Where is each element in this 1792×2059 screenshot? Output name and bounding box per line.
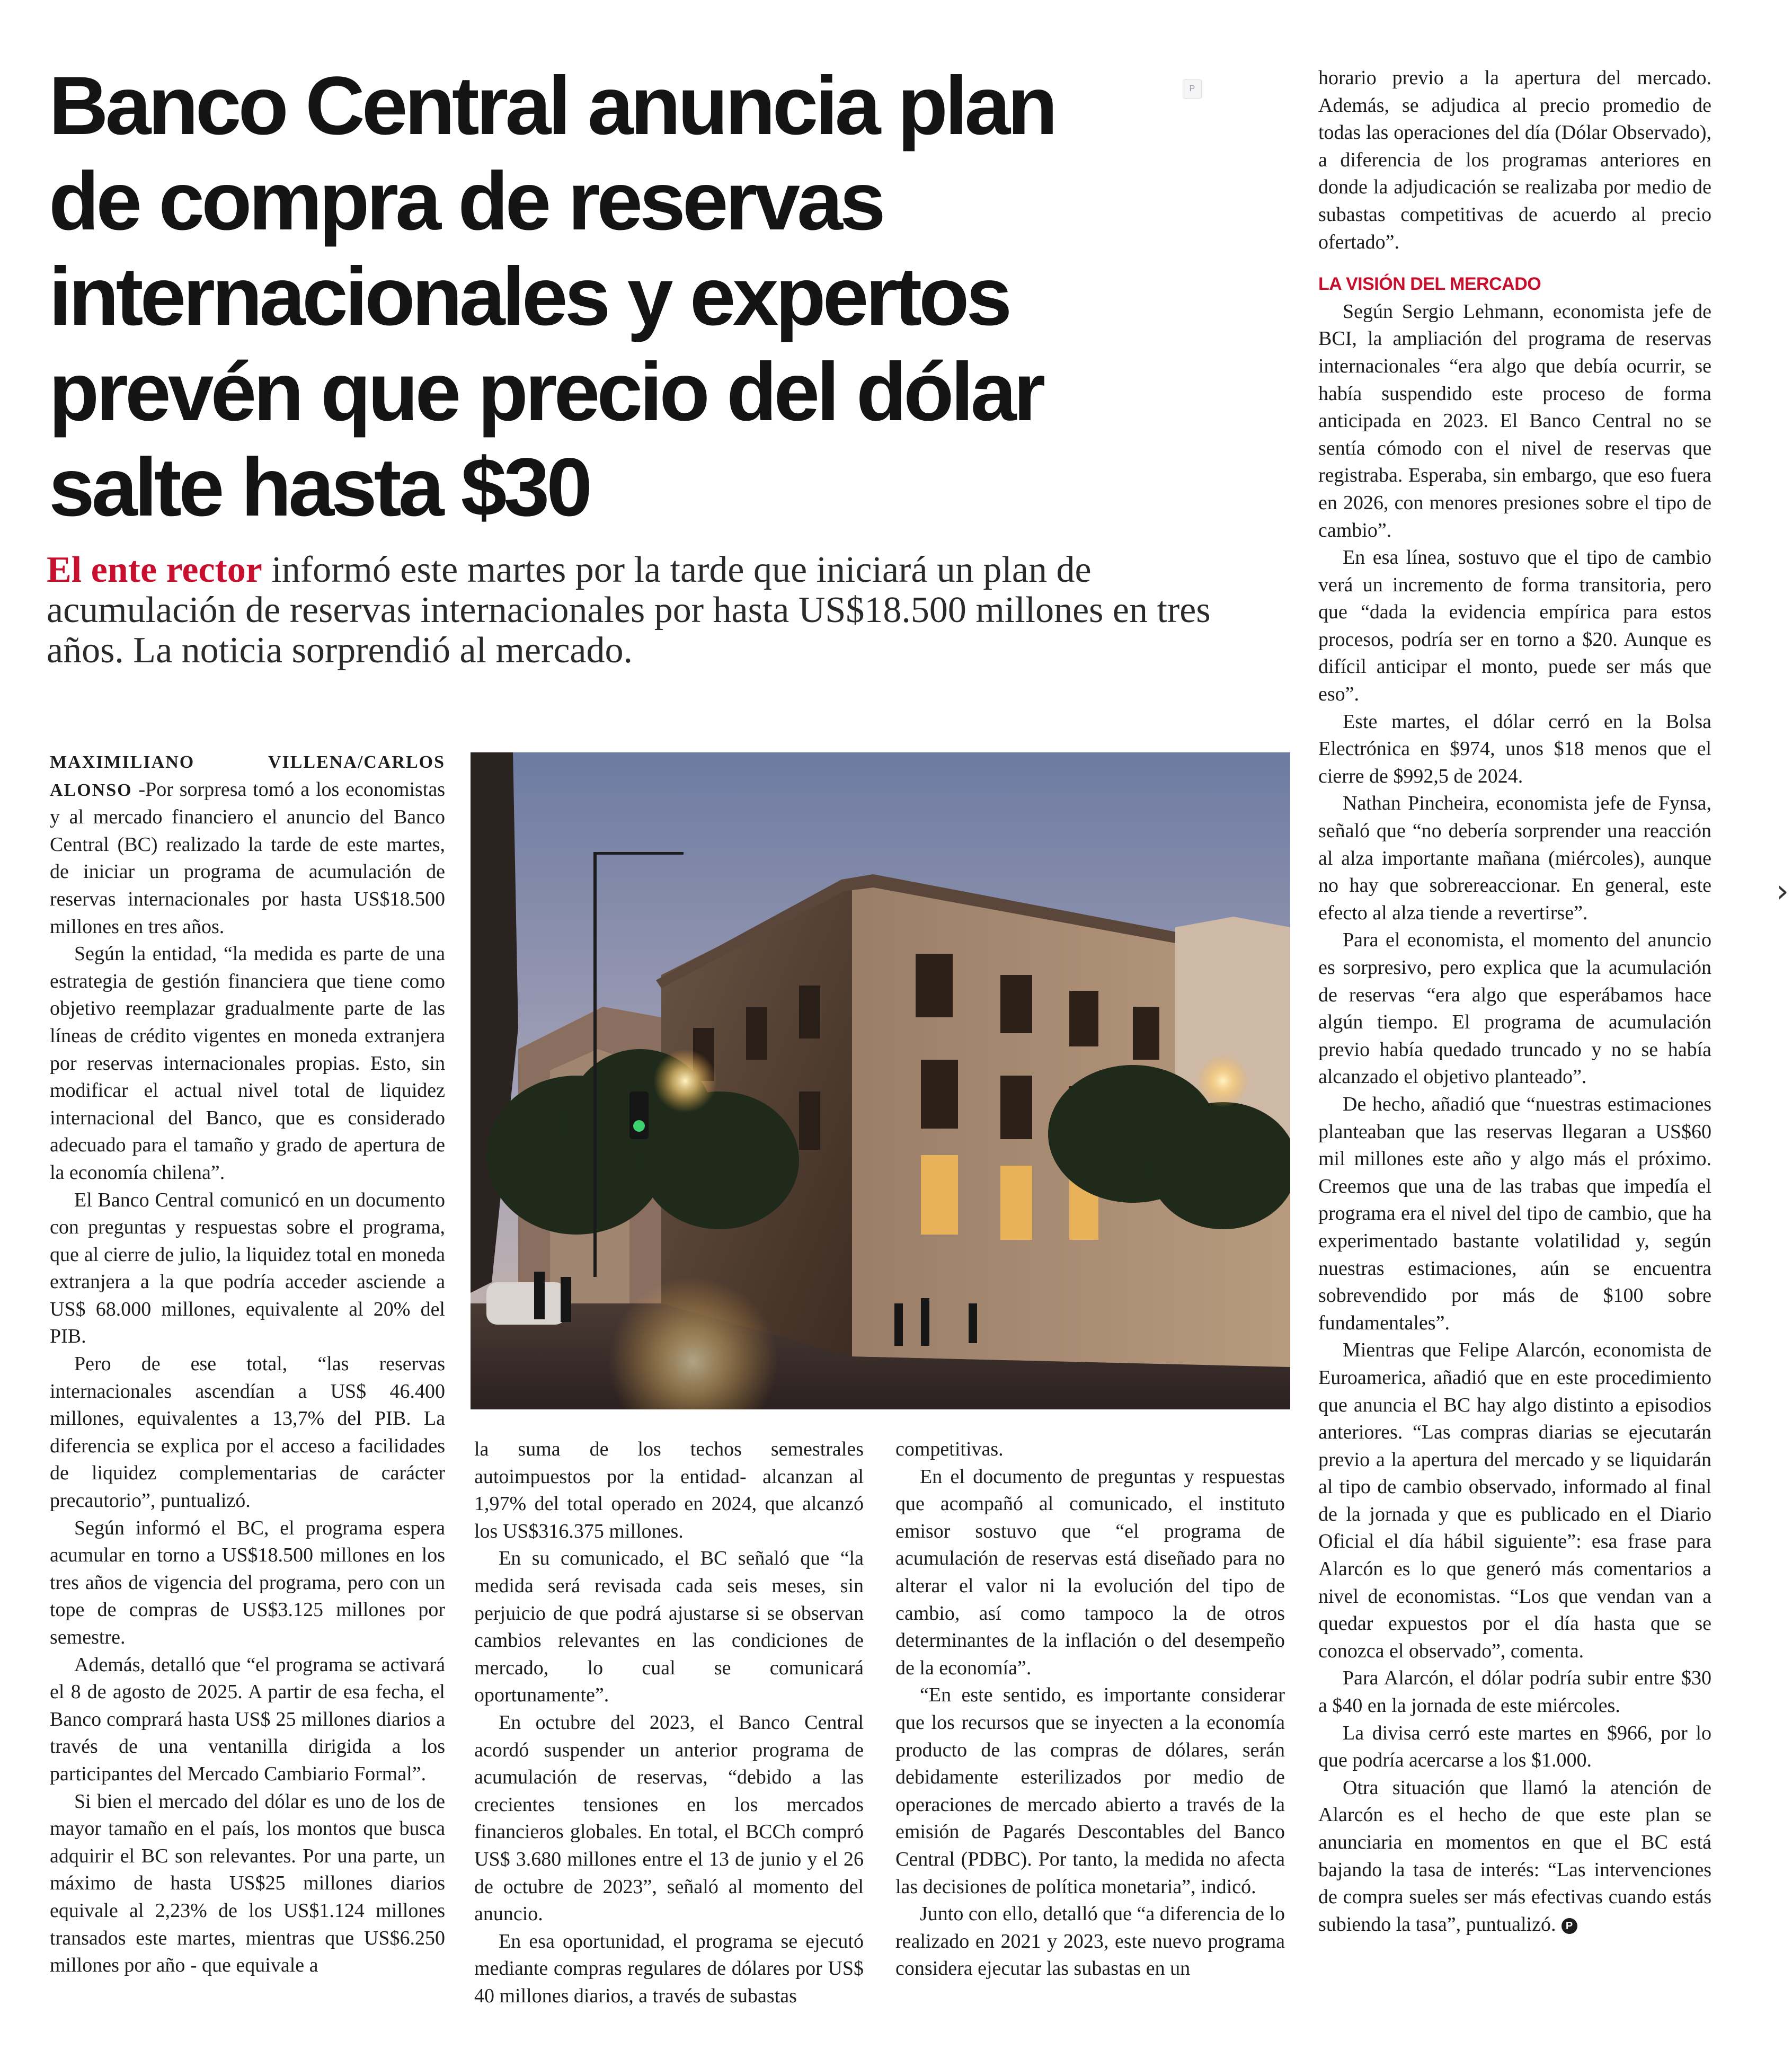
paragraph-text: Otra situación que llamó la atención de Alarcón es el hecho de que este plan se anunciaria en momentos en que el BC está bajando la tasa de interés: “Las intervenciones de compra sueles ser más efectivas cuando estás subiendo la tasa”, puntualizó. [1318,1776,1711,1936]
paragraph: Para el economista, el momento del anuncio es sorpresivo, pero explica que la acumulación de reservas “era algo que esperábamos hace algún tiempo. El programa de acumulación previo había quedado truncado y no se había alcanzado el objetivo planteado”. [1318,929,1711,1088]
paragraph: La divisa cerró este martes en $966, por lo que podría acercarse a los $1.000. [1318,1721,1711,1772]
paragraph: Según la entidad, “la medida es parte de una estrategia de gestión financiera que tiene como objetivo reemplazar gradualmente parte de las líneas de crédito vigentes en moneda extranjera por reservas internacionales propias. Esto, sin modificar el actual nivel total de liquidez internacional del Banco, que es considerado adecuado para el tamaño y grado de apertura de la economía chilena”. [50,943,445,1184]
banco-central-building-photo [471,752,1290,1409]
paragraph: “En este sentido, es importante considerar que los recursos que se inyecten a la economía producto de las compras de dólares, serán debidamente esterilizados por medio de operaciones de mercado abierto a través de la emisión de Pagarés Descontables del Banco Central (PDBC). Por tanto, la medida no afecta las decisiones de política monetaria”, indicó. [895,1684,1285,1898]
section-subhead: LA VISIÓN DEL MERCADO [1318,274,1541,295]
paragraph: Mientras que Felipe Alarcón, economista de Euroamerica, añadió que en este procedimiento que anuncia el BC hay algo distinto a episodios anteriores. “Las compras diarias se ejecutarán previo a la apertura del mercado y se liquidarán al tipo de cambio observado, informado al final de la jornada y que es publicado en el Diario Oficial el día hábil siguiente”: esa frase para Alarcón es lo que generó más comentarios a nivel de economistas. “Los que vendan van a quedar expuestos por el día hasta que se conozca el observado”, comenta. [1318,1339,1711,1662]
deck-lead: El ente rector [47,549,262,590]
paragraph: El Banco Central comunicó en un documento con preguntas y respuestas sobre el programa, que al cierre de julio, la liquidez total en moneda extranjera a la que podría acceder asciende a US$ 68.000 millones, equivalente al 20% del PIB. [50,1188,445,1348]
next-page-arrow-icon[interactable]: › [1776,875,1789,907]
paragraph: Si bien el mercado del dólar es uno de los de mayor tamaño en el país, los montos que busca adquirir el BC son relevantes. Por una parte, un máximo de hasta US$25 millones diarios equivale al 2,23% de los US$1.124 millones transados este martes, mientras que US$6.250 millones por año - que equivale a [50,1790,445,1977]
paragraph: competitivas. [895,1438,1004,1460]
paragraph: En el documento de preguntas y respuestas que acompañó al comunicado, el instituto emisor sostuvo que “el programa de acumulación de reservas está diseñado para no alterar el valor ni la evolución del tipo de cambio, así como tampoco la de otros determinantes de la inflación o del desempeño de la economía”. [895,1465,1285,1679]
paragraph: Según Sergio Lehmann, economista jefe de BCI, la ampliación del programa de reservas internacionales “era algo que debía ocurrir, se había suspendido este proceso de forma anticipada en 2023. El Banco Central no se sentía cómodo con el nivel de reservas que registraba. Esperaba, sin embargo, que eso fuera en 2026, con menores presiones sobre el tipo de cambio”. [1318,300,1711,542]
article-column-1 [50,748,445,1980]
paragraph: En octubre del 2023, el Banco Central acordó suspender un anterior programa de acumulación de reservas, “debido a las crecientes tensiones en los mercados financieros globales. En total, el BCCh compró US$ 3.680 millones entre el 13 de junio y el 26 de octubre de 2023”, señaló al momento del anuncio. [474,1711,864,1925]
paragraph: Nathan Pincheira, economista jefe de Fynsa, señaló que “no debería sorprender una reacción al alza importante mañana (miércoles), aunque no hay que sobrereaccionar. En general, este efecto al alza tiende a revertirse”. [1318,792,1711,924]
byline: MAXIMILIANO VILLENA/CARLOS ALONSO [50,752,445,800]
article-column-4 [1318,65,1711,1938]
paragraph: En esa línea, sostuvo que el tipo de cambio verá un incremento de forma transitoria, pero que “dada la evidencia empírica para estos procesos, podría ser en torno a $20. Aunque es difícil anticipar el monto, puede ser más que eso”. [1318,546,1711,706]
paragraph: Según informó el BC, el programa espera acumular en torno a US$18.500 millones en los tres años de vigencia del programa, pero con un tope de compras de US$3.125 millones por semestre. [50,1516,445,1648]
paragraph: En esa oportunidad, el programa se ejecutó mediante compras regulares de dólares por US$ 40 millones diarios, a través de subastas [474,1930,864,2007]
paragraph: horario previo a la apertura del mercado. Además, se adjudica al precio promedio de todas las operaciones del día (Dólar Observado), a diferencia de los programas anteriores en donde la adjudicación se realizaba por medio de subastas competitivas de acuerdo al precio ofertado”. [1318,67,1711,253]
paragraph: la suma de los techos semestrales autoimpuestos por la entidad- alcanzan al 1,97% del total operado en 2024, que alcanzó los US$316.375 millones. [474,1438,864,1542]
page-flag-icon: P [1183,79,1202,99]
paragraph: Además, detalló que “el programa se activará el 8 de agosto de 2025. A partir de esa fecha, el Banco comprará hasta US$ 25 millones diarios a través de una ventanilla dirigida a los participantes del Mercado Cambiario Formal”. [50,1653,445,1785]
paragraph: Junto con ello, detalló que “a diferencia de lo realizado en 2021 y 2023, este nuevo programa considera ejecutar las subastas en un [895,1903,1285,1980]
deck [47,550,1239,671]
paragraph [50,748,445,940]
paragraph [1318,1774,1711,1939]
deck-text: informó este martes por la tarde que iniciará un plan de acumulación de reservas internacionales por hasta US$18.500 millones en tres años. La noticia sorprendió al mercado. [47,549,1211,671]
headline: Banco Central anuncia plan de compra de reservas internacionales y expertos prevén que precio del dólar salte hasta $30 [49,60,1055,534]
end-mark-icon: P [1562,1918,1577,1934]
article-column-3 [895,1436,1285,1983]
paragraph: Pero de ese total, “las reservas internacionales ascendían a US$ 46.400 millones, equivalentes a 13,7% del PIB. La diferencia se explica por el acceso a facilidades de liquidez complementarias de carácter precautorio”, puntualizó. [50,1353,445,1512]
paragraph: Para Alarcón, el dólar podría subir entre $30 a $40 en la jornada de este miércoles. [1318,1667,1711,1717]
paragraph: En su comunicado, el BC señaló que “la medida será revisada cada seis meses, sin perjuicio de que podrá ajustarse si se observan cambios relevantes en las condiciones de mercado, lo cual se comunicará oportunamente”. [474,1547,864,1707]
article-column-2 [474,1436,864,2010]
paragraph: De hecho, añadió que “nuestras estimaciones planteaban que las reservas llegaran a US$60 mil millones este año y algo más el próximo. Creemos que una de las trabas que impedía el programa era el nivel del tipo de cambio, que ha experimentado bastante volatilidad y, según nuestras estimaciones, aún se encuentra sobrevendido por más de $100 sobre fundamentales”. [1318,1093,1711,1334]
paragraph-text: -Por sorpresa tomó a los economistas y al mercado financiero el anuncio del Banco Central (BC) realizado la tarde de este martes, de iniciar un programa de acumulación de reservas internacionales por hasta US$18.500 millones en tres años. [50,778,445,938]
paragraph: Este martes, el dólar cerró en la Bolsa Electrónica en $974, unos $18 menos que el cierre de $992,5 de 2024. [1318,710,1711,787]
